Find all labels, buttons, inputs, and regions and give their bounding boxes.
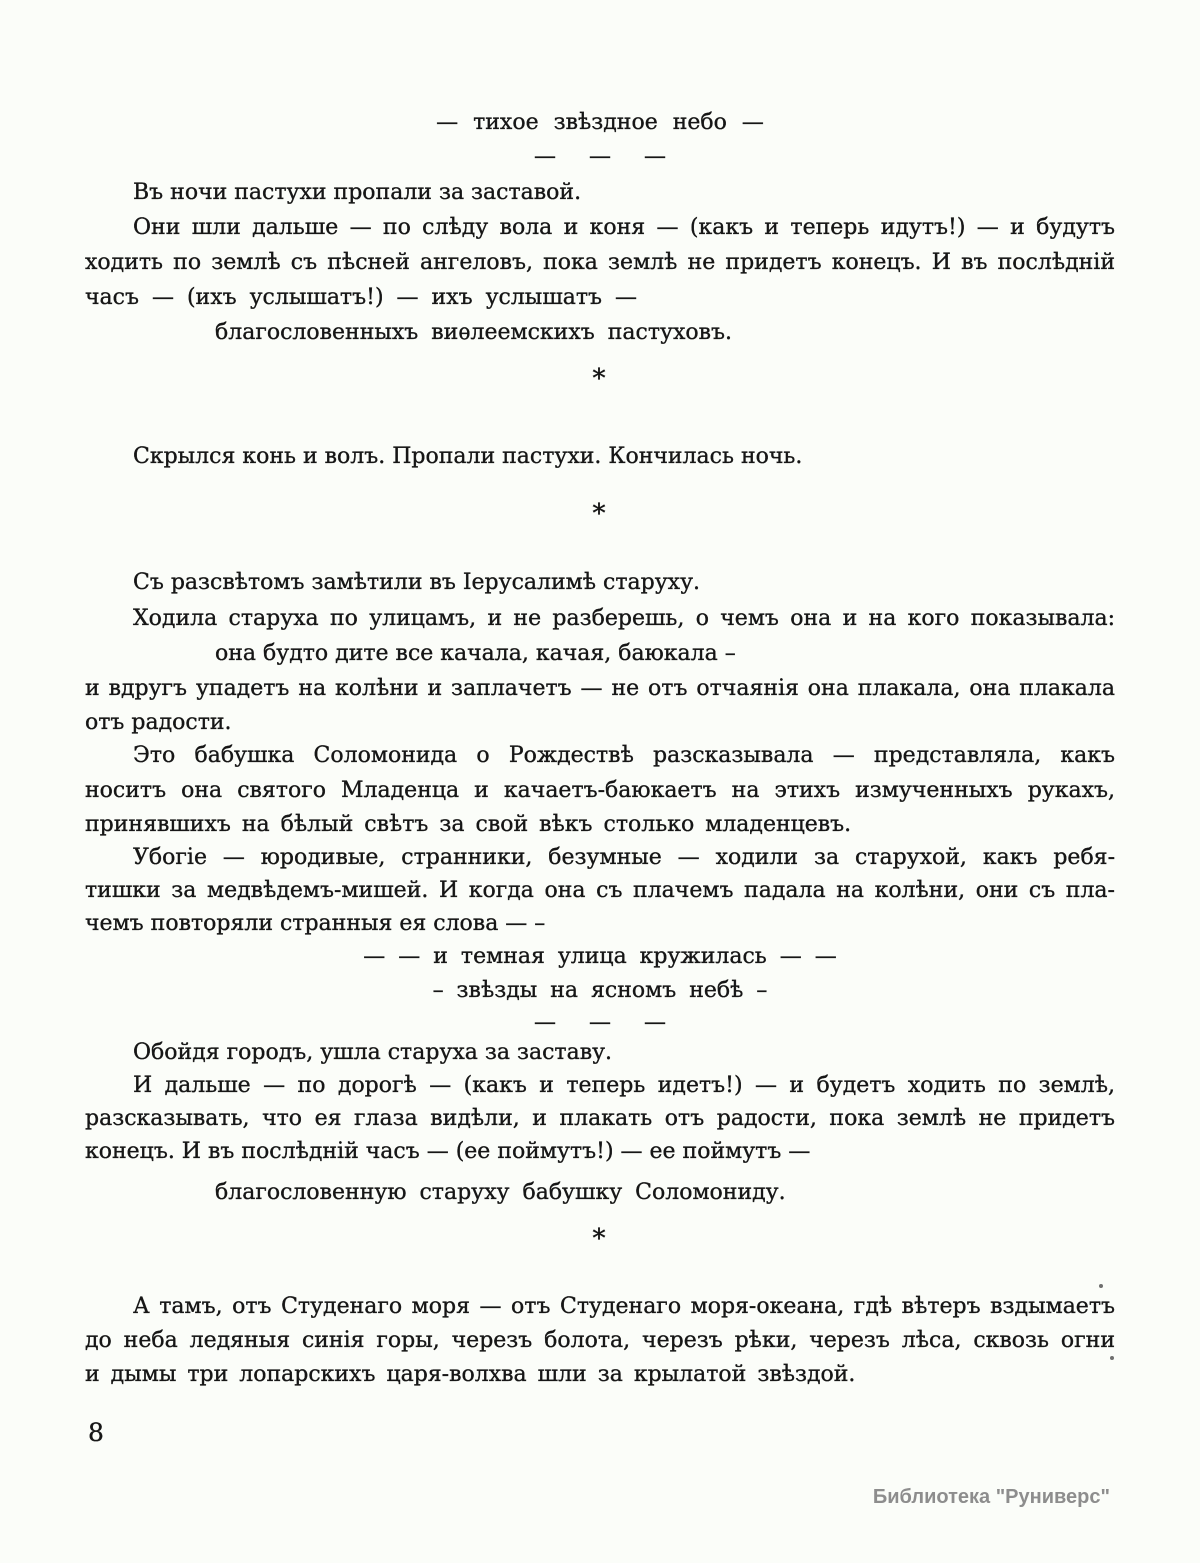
separator-dashes: — — — bbox=[534, 144, 666, 169]
scan-speck bbox=[1110, 1356, 1114, 1360]
paragraph-line: Съ разсвѣтомъ замѣтили въ Іерусалимѣ старуху. bbox=[133, 570, 701, 595]
paragraph-line: А тамъ, отъ Студенаго моря — отъ Студенаго моря-океана, гдѣ вѣтеръ вздымаетъ bbox=[133, 1294, 1115, 1319]
paragraph-line: разсказывать, что ея глаза видѣли, и плакать отъ радости, пока землѣ не придетъ bbox=[85, 1106, 1115, 1131]
section-star: * bbox=[592, 364, 608, 394]
paragraph-line: Они шли дальше — по слѣду вола и коня — (какъ и теперь идутъ!) — и будутъ bbox=[133, 215, 1115, 240]
refrain-line: — — и темная улица кружилась — — bbox=[363, 944, 837, 969]
paragraph-line: Ходила старуха по улицамъ, и не разберешь, о чемъ она и на кого показывала: bbox=[133, 606, 1115, 631]
section-star: * bbox=[592, 1224, 608, 1254]
paragraph-line: и вдругъ упадетъ на колѣни и заплачетъ — не отъ отчаянія она плакала, она плакала bbox=[85, 676, 1115, 701]
paragraph-line: Скрылся конь и волъ. Пропали пастухи. Кончилась ночь. bbox=[133, 444, 803, 469]
separator-dashes: — — — bbox=[534, 1010, 666, 1035]
paragraph-line: часъ — (ихъ услышатъ!) — ихъ услышатъ — bbox=[85, 285, 638, 310]
section-star: * bbox=[592, 499, 608, 529]
paragraph-line: Обойдя городъ, ушла старуха за заставу. bbox=[133, 1040, 613, 1065]
paragraph-line: она будто дите все качала, качая, баюкала – bbox=[215, 641, 736, 666]
library-watermark: Библиотека "Руниверс" bbox=[872, 1486, 1110, 1508]
paragraph-line: Убогіе — юродивые, странники, безумные — ходили за старухой, какъ ребя- bbox=[133, 845, 1115, 870]
paragraph-line: чемъ повторяли странныя ея слова — – bbox=[85, 911, 546, 936]
paragraph-line: И дальше — по дорогѣ — (какъ и теперь идетъ!) — и будетъ ходить по землѣ, bbox=[133, 1073, 1115, 1098]
paragraph-line: носитъ она святого Младенца и качаетъ-баюкаетъ на этихъ измученныхъ рукахъ, bbox=[85, 778, 1115, 803]
paragraph-line: Въ ночи пастухи пропали за заставой. bbox=[133, 180, 582, 205]
paragraph-line: благословенную старуху бабушку Соломониду. bbox=[215, 1180, 786, 1205]
refrain-line: – звѣзды на ясномъ небѣ – bbox=[432, 978, 768, 1003]
paragraph-line: тишки за медвѣдемъ-мишей. И когда она съ плачемъ падала на колѣни, они съ пла- bbox=[85, 878, 1115, 903]
paragraph-line: конецъ. И въ послѣдній часъ — (ее поймутъ!) — ее поймутъ — bbox=[85, 1139, 811, 1164]
paragraph-line: благословенныхъ виѳлеемскихъ пастуховъ. bbox=[215, 320, 732, 345]
paragraph-line: отъ радости. bbox=[85, 710, 232, 735]
paragraph-line: и дымы три лопарскихъ царя-волхва шли за крылатой звѣздой. bbox=[85, 1362, 856, 1387]
paragraph-line: до неба ледяныя синія горы, черезъ болота, черезъ рѣки, черезъ лѣса, сквозь огни bbox=[85, 1328, 1115, 1353]
scan-speck bbox=[1099, 1284, 1103, 1288]
heading-line: — тихое звѣздное небо — bbox=[436, 110, 764, 135]
paragraph-line: принявшихъ на бѣлый свѣтъ за свой вѣкъ столько младенцевъ. bbox=[85, 812, 852, 837]
paragraph-line: Это бабушка Соломонида о Рождествѣ разсказывала — представляла, какъ bbox=[133, 743, 1115, 768]
paragraph-line: ходить по землѣ съ пѣсней ангеловъ, пока землѣ не придетъ конецъ. И въ послѣдній bbox=[85, 250, 1115, 275]
page-number: 8 bbox=[88, 1418, 104, 1447]
